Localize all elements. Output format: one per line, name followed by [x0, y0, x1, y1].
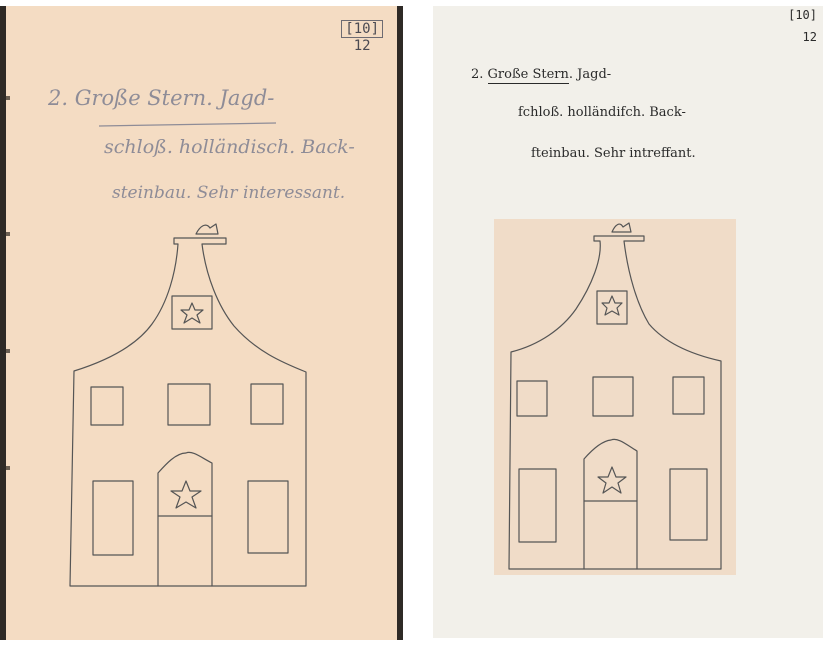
transcription-line-3: fteinbau. Sehr intreffant. [531, 146, 696, 161]
house-outline [70, 238, 306, 586]
figure-window [673, 377, 704, 414]
figure-window [670, 469, 707, 540]
door-star-icon [171, 481, 201, 508]
door-frame [158, 452, 212, 586]
house-sketch-drawing [70, 224, 306, 586]
figure-door-frame [584, 439, 637, 569]
window [168, 384, 210, 425]
handwritten-line-2: schloß. holländisch. Back- [104, 136, 355, 158]
roof-ornament [196, 224, 218, 234]
handwritten-line-1: 2. Große Stern. Jagd- [48, 86, 275, 110]
page-label: [10] [788, 8, 817, 22]
window [91, 387, 123, 425]
figure-window [593, 377, 633, 416]
gable-star-icon [181, 303, 203, 323]
figure-window [517, 381, 547, 416]
page-number: 12 [802, 30, 817, 44]
manuscript-page [6, 6, 397, 640]
window [251, 384, 283, 424]
window [93, 481, 133, 555]
figure-drawing [509, 223, 721, 569]
manuscript-page-number: [10] 12 [341, 20, 383, 54]
sketch-figure [494, 219, 736, 575]
transcription-panel [433, 6, 823, 638]
handwritten-line-3: steinbau. Sehr interessant. [112, 183, 346, 203]
figure-door-star-icon [598, 467, 626, 493]
figure-gable-star-icon [602, 296, 622, 315]
window [248, 481, 288, 553]
place-name: Große Stern [487, 67, 569, 82]
house-sketch [6, 6, 397, 640]
figure-roof-ornament [612, 223, 631, 232]
transcription-line-2: fchloß. holländifch. Back- [518, 105, 686, 120]
transcription-line-1: 2. Große Stern. Jagd- [471, 67, 612, 82]
gable-window [172, 296, 212, 329]
figure-house-sketch [494, 219, 736, 575]
manuscript-facsimile [0, 6, 403, 640]
figure-window [519, 469, 556, 542]
underline-stroke [99, 123, 276, 126]
figure-house-outline [509, 236, 721, 569]
